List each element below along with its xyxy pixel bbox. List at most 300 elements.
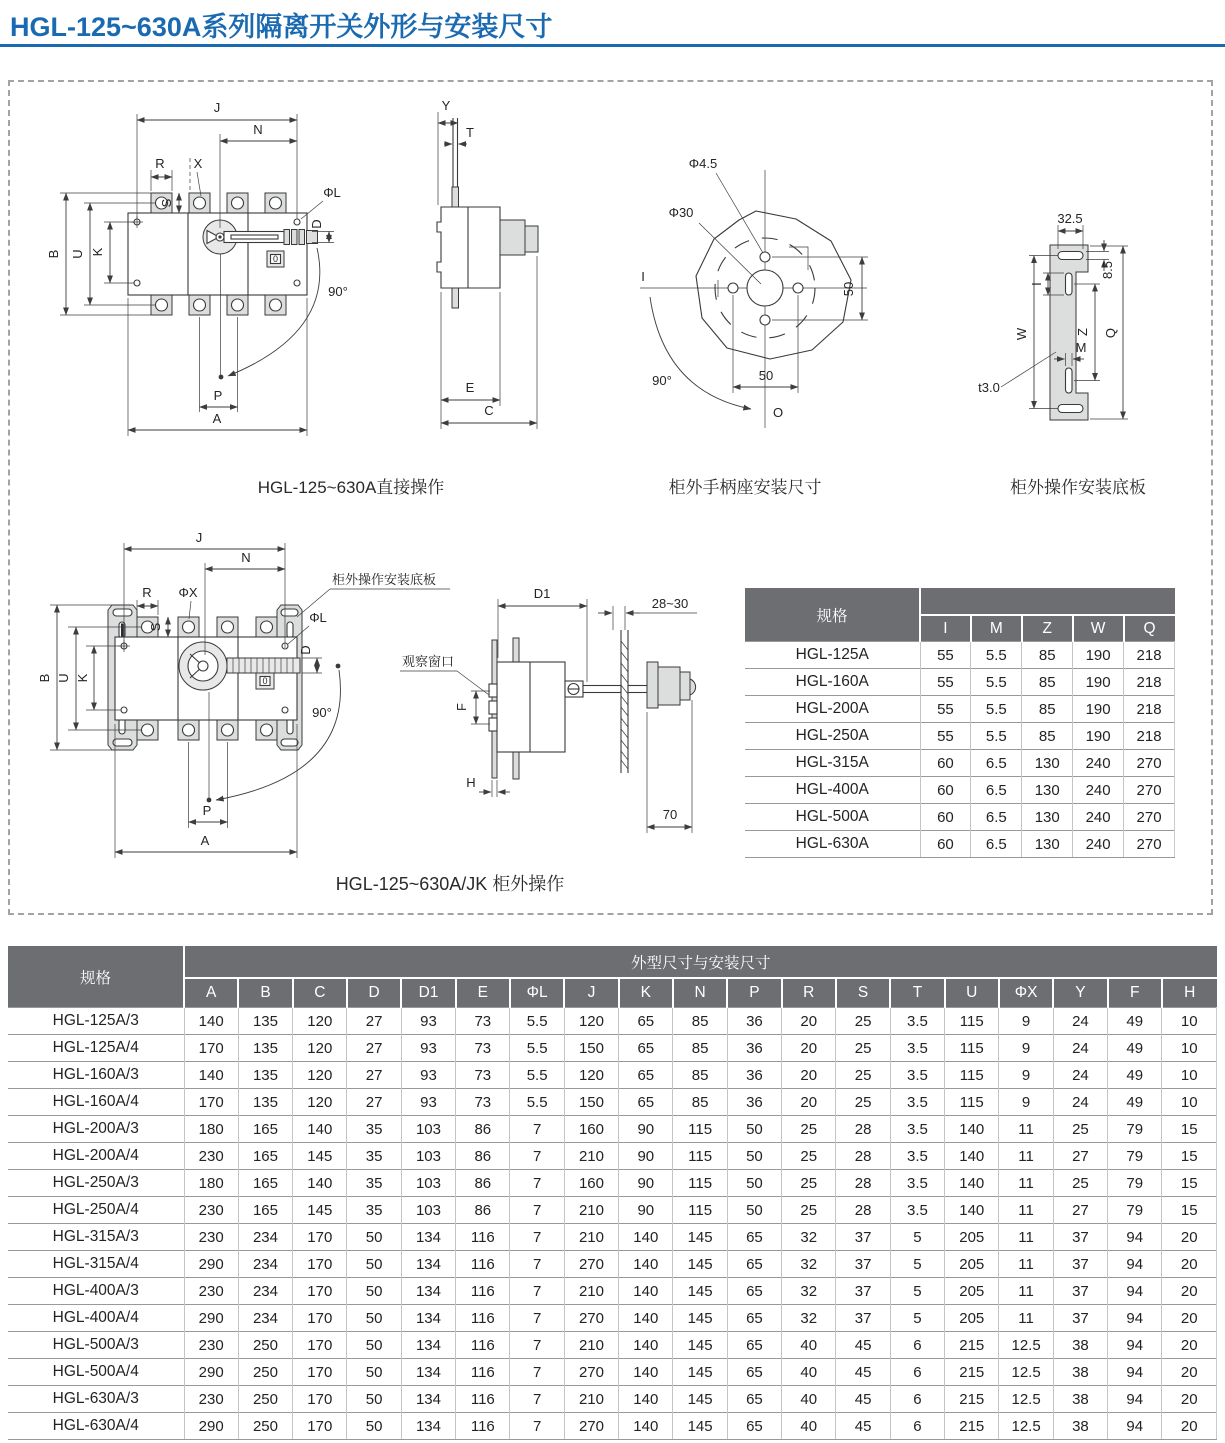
value-cell: 270 <box>564 1359 618 1386</box>
value-cell: 5.5 <box>510 1062 564 1089</box>
value-cell: 12.5 <box>999 1332 1053 1359</box>
drawing-handle-seat <box>640 156 868 428</box>
table-row <box>8 1035 1217 1062</box>
value-cell: 50 <box>727 1197 781 1224</box>
value-cell: 15 <box>1162 1143 1217 1170</box>
value-cell: 3.5 <box>890 1008 944 1035</box>
value-cell: 94 <box>1108 1386 1162 1413</box>
value-cell: 290 <box>184 1359 238 1386</box>
value-cell: 134 <box>401 1332 455 1359</box>
column-header-D1: D1 <box>401 978 455 1008</box>
value-cell: 20 <box>1162 1413 1217 1440</box>
dim-label-32-5: 32.5 <box>1057 211 1083 226</box>
value-cell: 103 <box>401 1197 455 1224</box>
value-cell: 270 <box>1124 831 1175 858</box>
value-cell: 6 <box>890 1413 944 1440</box>
value-cell: 37 <box>1053 1251 1107 1278</box>
value-cell: 120 <box>564 1008 618 1035</box>
value-cell: 37 <box>836 1251 890 1278</box>
value-cell: 270 <box>564 1251 618 1278</box>
column-header-P: P <box>727 978 781 1008</box>
value-cell: 85 <box>673 1008 727 1035</box>
value-cell: 120 <box>293 1062 347 1089</box>
value-cell: 6 <box>890 1386 944 1413</box>
dim-label-t: T <box>466 125 474 140</box>
value-cell: 134 <box>401 1413 455 1440</box>
value-cell: 20 <box>782 1035 836 1062</box>
page-title: HGL-125~630A系列隔离开关外形与安装尺寸 <box>10 12 553 42</box>
value-cell: 6.5 <box>971 831 1022 858</box>
value-cell: 32 <box>782 1278 836 1305</box>
value-cell: 20 <box>1162 1386 1217 1413</box>
value-cell: 170 <box>293 1278 347 1305</box>
value-cell: 215 <box>945 1332 999 1359</box>
dimensions-table <box>8 946 1217 1440</box>
value-cell: 270 <box>1124 804 1175 831</box>
value-cell: 270 <box>1124 777 1175 804</box>
value-cell: 130 <box>1022 831 1073 858</box>
column-header-Y: Y <box>1053 978 1107 1008</box>
value-cell: 210 <box>564 1197 618 1224</box>
value-cell: 290 <box>184 1413 238 1440</box>
value-cell: 210 <box>564 1143 618 1170</box>
value-cell: 50 <box>347 1413 401 1440</box>
value-cell: 20 <box>1162 1305 1217 1332</box>
column-header-A: A <box>184 978 238 1008</box>
value-cell: 15 <box>1162 1197 1217 1224</box>
table-row <box>8 1332 1217 1359</box>
value-cell: 140 <box>184 1008 238 1035</box>
value-cell: 135 <box>238 1035 292 1062</box>
value-cell: 190 <box>1073 669 1124 696</box>
value-cell: 234 <box>238 1224 292 1251</box>
value-cell: 7 <box>510 1359 564 1386</box>
column-header-row <box>8 978 1217 1008</box>
cabinet-wall-hatch <box>621 641 628 769</box>
value-cell: 116 <box>456 1224 510 1251</box>
dim-label-e: E <box>465 380 475 395</box>
value-cell: 218 <box>1124 696 1175 723</box>
value-cell: 170 <box>293 1332 347 1359</box>
dim-label-90deg: 90° <box>312 705 332 720</box>
value-cell: 3.5 <box>890 1035 944 1062</box>
value-cell: 65 <box>727 1386 781 1413</box>
handle-rotation-point <box>207 798 212 803</box>
value-cell: 85 <box>1022 669 1073 696</box>
column-header-ΦX: ΦX <box>999 978 1053 1008</box>
table-row <box>745 777 1175 804</box>
header-band <box>920 588 1175 615</box>
value-cell: 145 <box>293 1143 347 1170</box>
value-cell: 50 <box>727 1143 781 1170</box>
value-cell: 60 <box>920 804 971 831</box>
value-cell: 79 <box>1108 1116 1162 1143</box>
value-cell: 135 <box>238 1008 292 1035</box>
value-cell: 190 <box>1073 642 1124 669</box>
value-cell: 140 <box>619 1386 673 1413</box>
value-cell: 25 <box>836 1008 890 1035</box>
value-cell: 93 <box>401 1062 455 1089</box>
value-cell: 145 <box>293 1197 347 1224</box>
value-cell: 210 <box>564 1278 618 1305</box>
table-row <box>8 1359 1217 1386</box>
value-cell: 240 <box>1073 804 1124 831</box>
position-label-on: I <box>641 269 645 284</box>
dim-label-y: Y <box>441 98 451 113</box>
value-cell: 230 <box>184 1224 238 1251</box>
dimensions-body <box>8 1008 1217 1440</box>
value-cell: 160 <box>564 1170 618 1197</box>
value-cell: 10 <box>1162 1089 1217 1116</box>
value-cell: 12.5 <box>999 1413 1053 1440</box>
table-row <box>8 1008 1217 1035</box>
column-header-I: I <box>920 615 971 642</box>
value-cell: 10 <box>1162 1008 1217 1035</box>
value-cell: 85 <box>1022 723 1073 750</box>
value-cell: 9 <box>999 1062 1053 1089</box>
value-cell: 24 <box>1053 1089 1107 1116</box>
value-cell: 49 <box>1108 1089 1162 1116</box>
value-cell: 27 <box>1053 1143 1107 1170</box>
column-header-S: S <box>836 978 890 1008</box>
value-cell: 25 <box>836 1062 890 1089</box>
value-cell: 230 <box>184 1143 238 1170</box>
dim-label-u: U <box>56 673 71 683</box>
value-cell: 210 <box>564 1224 618 1251</box>
caption-direct-operation: HGL-125~630A直接操作 <box>257 478 445 497</box>
value-cell: 103 <box>401 1170 455 1197</box>
value-cell: 165 <box>238 1197 292 1224</box>
value-cell: 9 <box>999 1035 1053 1062</box>
value-cell: 140 <box>619 1278 673 1305</box>
value-cell: 250 <box>238 1386 292 1413</box>
drawing-mounting-plate <box>978 211 1128 420</box>
column-header-Z: Z <box>1022 615 1073 642</box>
value-cell: 27 <box>347 1035 401 1062</box>
value-cell: 50 <box>347 1332 401 1359</box>
value-cell: 218 <box>1124 723 1175 750</box>
value-cell: 5 <box>890 1251 944 1278</box>
value-cell: 9 <box>999 1089 1053 1116</box>
callout-mounting-plate: 柜外操作安装底板 <box>332 572 437 587</box>
value-cell: 145 <box>673 1224 727 1251</box>
value-cell: 145 <box>673 1251 727 1278</box>
value-cell: 135 <box>238 1089 292 1116</box>
callout-observation-window: 观察窗口 <box>402 654 455 669</box>
value-cell: 180 <box>184 1170 238 1197</box>
jk-switch-front-view <box>108 605 340 802</box>
value-cell: 36 <box>727 1089 781 1116</box>
value-cell: 94 <box>1108 1359 1162 1386</box>
table-row <box>745 723 1175 750</box>
dim-label-phi-l: ΦL <box>323 185 341 200</box>
value-cell: 115 <box>673 1116 727 1143</box>
spec-cell: HGL-315A/3 <box>8 1224 184 1251</box>
value-cell: 37 <box>1053 1224 1107 1251</box>
value-cell: 28 <box>836 1170 890 1197</box>
value-cell: 35 <box>347 1197 401 1224</box>
value-cell: 65 <box>727 1413 781 1440</box>
value-cell: 205 <box>945 1224 999 1251</box>
value-cell: 55 <box>920 723 971 750</box>
value-cell: 3.5 <box>890 1197 944 1224</box>
value-cell: 40 <box>782 1386 836 1413</box>
table-row <box>745 696 1175 723</box>
value-cell: 116 <box>456 1386 510 1413</box>
value-cell: 7 <box>510 1170 564 1197</box>
value-cell: 93 <box>401 1035 455 1062</box>
value-cell: 115 <box>945 1008 999 1035</box>
value-cell: 50 <box>347 1224 401 1251</box>
value-cell: 230 <box>184 1386 238 1413</box>
column-header-W: W <box>1073 615 1124 642</box>
value-cell: 5 <box>890 1224 944 1251</box>
column-header-Q: Q <box>1124 615 1175 642</box>
value-cell: 140 <box>619 1332 673 1359</box>
column-header-C: C <box>293 978 347 1008</box>
value-cell: 3.5 <box>890 1143 944 1170</box>
spec-cell: HGL-250A/4 <box>8 1197 184 1224</box>
value-cell: 234 <box>238 1278 292 1305</box>
table-row <box>745 669 1175 696</box>
value-cell: 6 <box>890 1332 944 1359</box>
value-cell: 28 <box>836 1143 890 1170</box>
value-cell: 94 <box>1108 1305 1162 1332</box>
value-cell: 65 <box>727 1359 781 1386</box>
column-header-K: K <box>619 978 673 1008</box>
dim-label-phi-4-5: Φ4.5 <box>688 156 718 171</box>
dim-label-k: K <box>90 247 105 257</box>
value-cell: 49 <box>1108 1035 1162 1062</box>
value-cell: 270 <box>564 1413 618 1440</box>
dim-label-90deg: 90° <box>328 284 348 299</box>
value-cell: 60 <box>920 777 971 804</box>
value-cell: 65 <box>619 1089 673 1116</box>
value-cell: 49 <box>1108 1008 1162 1035</box>
value-cell: 215 <box>945 1386 999 1413</box>
value-cell: 25 <box>782 1143 836 1170</box>
table-row <box>8 1224 1217 1251</box>
value-cell: 7 <box>510 1413 564 1440</box>
spec-cell: HGL-160A/3 <box>8 1062 184 1089</box>
value-cell: 85 <box>673 1035 727 1062</box>
group-header: 外型尺寸与安装尺寸 <box>184 946 1217 978</box>
value-cell: 116 <box>456 1359 510 1386</box>
table-row <box>8 1062 1217 1089</box>
value-cell: 134 <box>401 1386 455 1413</box>
value-cell: 65 <box>727 1278 781 1305</box>
value-cell: 115 <box>673 1197 727 1224</box>
value-cell: 170 <box>293 1413 347 1440</box>
value-cell: 160 <box>564 1116 618 1143</box>
value-cell: 134 <box>401 1278 455 1305</box>
spec-cell: HGL-630A/4 <box>8 1413 184 1440</box>
value-cell: 45 <box>836 1386 890 1413</box>
spec-cell: HGL-250A/3 <box>8 1170 184 1197</box>
value-cell: 73 <box>456 1089 510 1116</box>
value-cell: 55 <box>920 642 971 669</box>
value-cell: 7 <box>510 1224 564 1251</box>
value-cell: 170 <box>293 1359 347 1386</box>
dim-label-thickness: t3.0 <box>978 380 1000 395</box>
value-cell: 230 <box>184 1332 238 1359</box>
value-cell: 210 <box>564 1332 618 1359</box>
value-cell: 215 <box>945 1359 999 1386</box>
value-cell: 134 <box>401 1251 455 1278</box>
spec-cell: HGL-200A/3 <box>8 1116 184 1143</box>
value-cell: 140 <box>945 1170 999 1197</box>
dim-label-c: C <box>484 403 494 418</box>
value-cell: 11 <box>999 1116 1053 1143</box>
value-cell: 6.5 <box>971 804 1022 831</box>
value-cell: 180 <box>184 1116 238 1143</box>
spec-cell: HGL-125A/3 <box>8 1008 184 1035</box>
column-header-M: M <box>971 615 1022 642</box>
value-cell: 145 <box>673 1386 727 1413</box>
table-row <box>8 1278 1217 1305</box>
value-cell: 10 <box>1162 1062 1217 1089</box>
value-cell: 140 <box>619 1224 673 1251</box>
value-cell: 145 <box>673 1413 727 1440</box>
column-header-N: N <box>673 978 727 1008</box>
drawing-direct-operation <box>46 100 348 436</box>
dim-label-j: J <box>213 100 221 115</box>
value-cell: 15 <box>1162 1116 1217 1143</box>
value-cell: 250 <box>238 1413 292 1440</box>
value-cell: 35 <box>347 1116 401 1143</box>
column-header-F: F <box>1108 978 1162 1008</box>
value-cell: 50 <box>727 1116 781 1143</box>
value-cell: 145 <box>673 1305 727 1332</box>
table-row <box>8 1413 1217 1440</box>
dim-label-a: A <box>212 411 222 426</box>
value-cell: 38 <box>1053 1386 1107 1413</box>
spec-cell: HGL-400A/3 <box>8 1278 184 1305</box>
value-cell: 45 <box>836 1359 890 1386</box>
dim-label-f: F <box>454 703 469 711</box>
value-cell: 115 <box>945 1062 999 1089</box>
value-cell: 90 <box>619 1116 673 1143</box>
dim-label-d: D <box>309 219 324 229</box>
value-cell: 25 <box>836 1035 890 1062</box>
value-cell: 140 <box>945 1116 999 1143</box>
value-cell: 116 <box>456 1413 510 1440</box>
value-cell: 140 <box>945 1197 999 1224</box>
value-cell: 24 <box>1053 1008 1107 1035</box>
table-row <box>8 1251 1217 1278</box>
value-cell: 90 <box>619 1170 673 1197</box>
value-cell: 145 <box>673 1359 727 1386</box>
value-cell: 134 <box>401 1305 455 1332</box>
table-row <box>8 1170 1217 1197</box>
value-cell: 190 <box>1073 696 1124 723</box>
value-cell: 130 <box>1022 777 1073 804</box>
value-cell: 32 <box>782 1305 836 1332</box>
table-row <box>745 831 1175 858</box>
dim-label-r: R <box>142 585 152 600</box>
value-cell: 37 <box>836 1305 890 1332</box>
value-cell: 240 <box>1073 777 1124 804</box>
value-cell: 20 <box>1162 1224 1217 1251</box>
value-cell: 50 <box>347 1386 401 1413</box>
value-cell: 36 <box>727 1062 781 1089</box>
value-cell: 6.5 <box>971 777 1022 804</box>
dim-label-u: U <box>70 249 85 259</box>
value-cell: 9 <box>999 1008 1053 1035</box>
value-cell: 140 <box>619 1251 673 1278</box>
value-cell: 93 <box>401 1008 455 1035</box>
value-cell: 230 <box>184 1197 238 1224</box>
value-cell: 45 <box>836 1332 890 1359</box>
dim-label-d: D <box>298 645 313 655</box>
spec-cell: HGL-200A/4 <box>8 1143 184 1170</box>
value-cell: 3.5 <box>890 1089 944 1116</box>
value-cell: 20 <box>1162 1278 1217 1305</box>
value-cell: 116 <box>456 1251 510 1278</box>
value-cell: 65 <box>727 1251 781 1278</box>
drawing-side-view <box>437 98 538 429</box>
drawing-jk-side-view <box>400 586 697 833</box>
value-cell: 12.5 <box>999 1359 1053 1386</box>
dim-label-n: N <box>241 550 251 565</box>
value-cell: 270 <box>564 1305 618 1332</box>
value-cell: 250 <box>238 1359 292 1386</box>
table-row <box>745 750 1175 777</box>
value-cell: 5 <box>890 1278 944 1305</box>
caption-jk-operation: HGL-125~630A/JK 柜外操作 <box>335 874 565 894</box>
value-cell: 28 <box>836 1197 890 1224</box>
value-cell: 190 <box>1073 723 1124 750</box>
value-cell: 145 <box>673 1278 727 1305</box>
spec-cell: HGL-315A <box>745 750 920 777</box>
spec-cell: HGL-160A <box>745 669 920 696</box>
value-cell: 215 <box>945 1413 999 1440</box>
value-cell: 103 <box>401 1143 455 1170</box>
value-cell: 103 <box>401 1116 455 1143</box>
value-cell: 140 <box>945 1143 999 1170</box>
value-cell: 37 <box>836 1278 890 1305</box>
value-cell: 218 <box>1124 669 1175 696</box>
value-cell: 120 <box>293 1035 347 1062</box>
value-cell: 27 <box>347 1089 401 1116</box>
value-cell: 165 <box>238 1116 292 1143</box>
value-cell: 25 <box>1053 1170 1107 1197</box>
dim-label-m: M <box>1075 340 1087 355</box>
drawing-jk-operation <box>37 530 450 858</box>
value-cell: 234 <box>238 1251 292 1278</box>
dim-label-x: X <box>193 156 203 171</box>
value-cell: 65 <box>727 1305 781 1332</box>
dim-label-70: 70 <box>662 807 678 822</box>
value-cell: 73 <box>456 1008 510 1035</box>
spec-cell: HGL-315A/4 <box>8 1251 184 1278</box>
value-cell: 135 <box>238 1062 292 1089</box>
spec-cell: HGL-400A <box>745 777 920 804</box>
spec-cell: HGL-500A <box>745 804 920 831</box>
value-cell: 3.5 <box>890 1062 944 1089</box>
value-cell: 25 <box>782 1170 836 1197</box>
table-row <box>8 1143 1217 1170</box>
value-cell: 290 <box>184 1251 238 1278</box>
value-cell: 90 <box>619 1197 673 1224</box>
value-cell: 116 <box>456 1278 510 1305</box>
value-cell: 94 <box>1108 1413 1162 1440</box>
value-cell: 28 <box>836 1116 890 1143</box>
spec-cell: HGL-125A/4 <box>8 1035 184 1062</box>
value-cell: 38 <box>1053 1413 1107 1440</box>
plate-dimensions-table <box>745 588 1175 858</box>
dim-label-8-5: 8.5 <box>1100 260 1115 280</box>
